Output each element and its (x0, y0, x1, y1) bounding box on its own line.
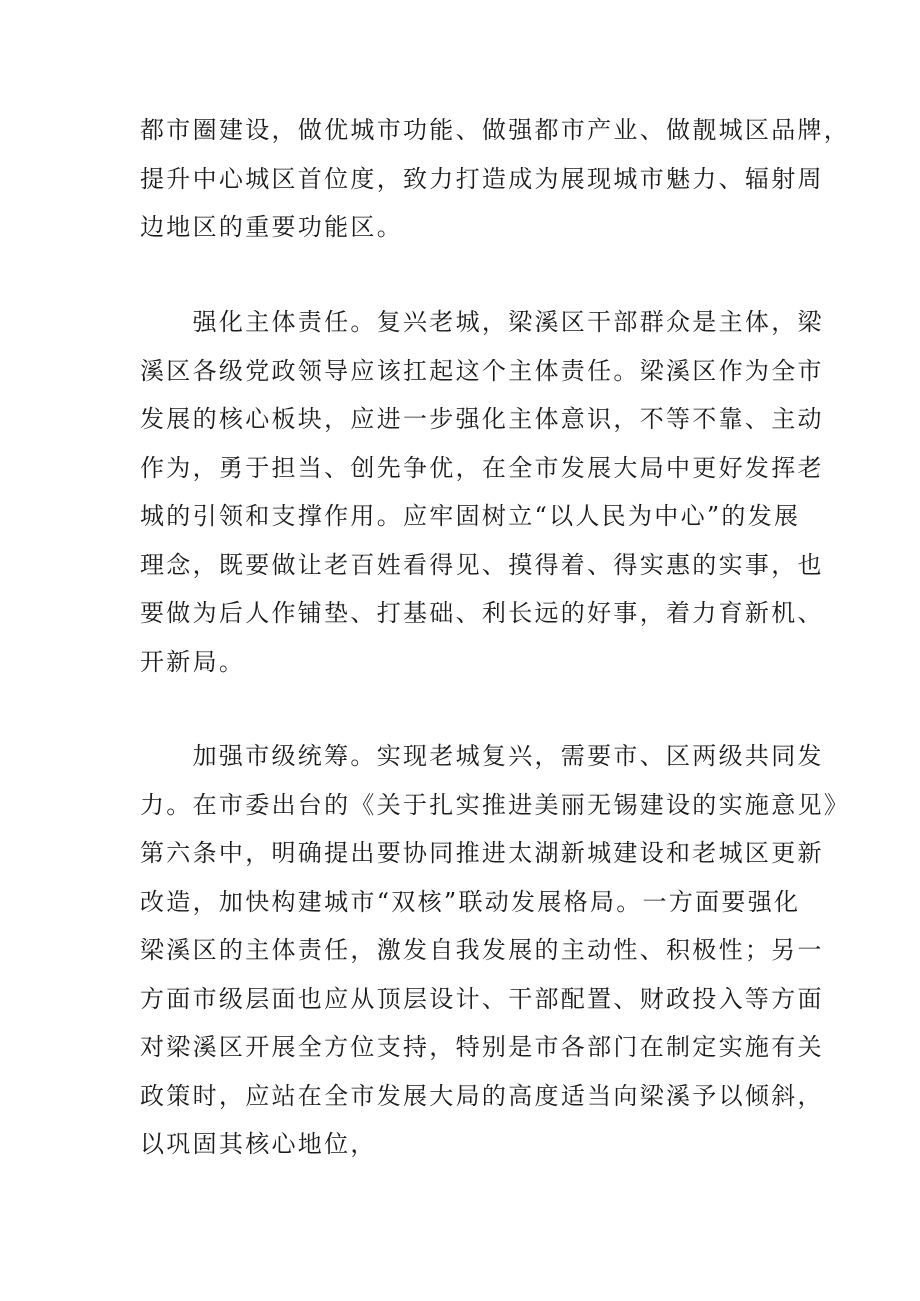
text-line: 强化主体责任。复兴老城，梁溪区干部群众是主体，梁 (140, 308, 824, 336)
text-line: 作为，勇于担当、创先争优，在全市发展大局中更好发挥老 (140, 453, 824, 482)
text-line: 以巩固其核心地位， (140, 1130, 377, 1158)
text-line: 提升中心城区首位度，致力打造成为展现城市魅力、辐射周 (140, 164, 824, 193)
text-line: 都市圈建设，做优城市功能、做强都市产业、做靓城区品牌， (140, 116, 851, 144)
paragraph-2 (140, 298, 824, 686)
text-line: 溪区各级党政领导应该扛起这个主体责任。梁溪区作为全市 (140, 356, 824, 385)
text-line: 方面市级层面也应从顶层设计、干部配置、财政投入等方面 (140, 984, 824, 1013)
text-line: 政策时，应站在全市发展大局的高度适当向梁溪予以倾斜， (140, 1081, 824, 1110)
paragraph-3 (140, 732, 851, 1169)
text-line: 第六条中，明确提出要协同推进太湖新城建设和老城区更新 (140, 839, 824, 867)
text-line: 梁溪区的主体责任，激发自我发展的主动性、积极性；另一 (140, 936, 824, 964)
text-line: 发展的核心板块，应进一步强化主体意识，不等不靠、主动 (140, 405, 824, 433)
text-line: 理念，既要做让老百姓看得见、摸得着、得实惠的实事，也 (140, 550, 824, 579)
text-line: 开新局。 (140, 647, 246, 676)
text-line: 改造，加快构建城市“双核”联动发展格局。一方面要强化 (140, 887, 801, 916)
paragraph-1 (140, 106, 851, 252)
text-line: 要做为后人作铺垫、打基础、利长远的好事，着力育新机、 (140, 599, 824, 627)
text-line: 城的引领和支撑作用。应牢固树立“以人民为中心”的发展 (140, 502, 801, 530)
text-line: 加强市级统筹。实现老城复兴，需要市、区两级共同发 (140, 742, 824, 770)
text-line: 边地区的重要功能区。 (140, 213, 403, 241)
text-line: 力。在市委出台的《关于扎实推进美丽无锡建设的实施意见》 (140, 790, 851, 819)
text-line: 对梁溪区开展全方位支持，特别是市各部门在制定实施有关 (140, 1033, 824, 1061)
